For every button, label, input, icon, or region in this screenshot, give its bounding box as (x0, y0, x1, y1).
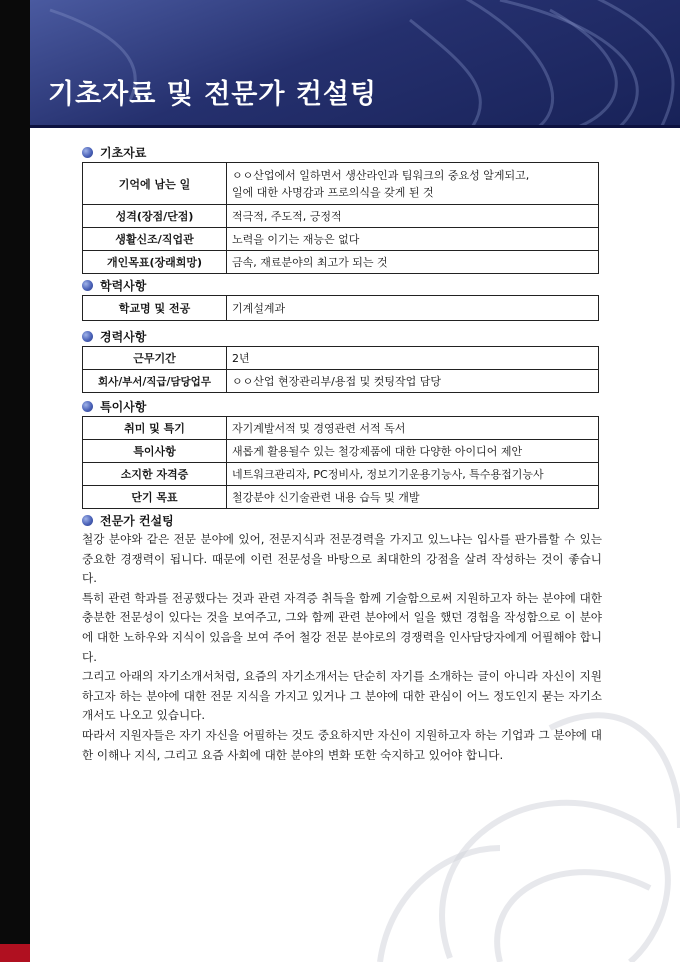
section-heading-education: 학력사항 (82, 276, 602, 295)
table-label: 특이사항 (83, 440, 227, 463)
header-divider (30, 125, 680, 128)
special-table (82, 416, 599, 509)
table-value: 2년 (227, 347, 599, 370)
table-value: 금속, 재료분야의 최고가 되는 것 (227, 251, 599, 274)
table-label: 학교명 및 전공 (83, 296, 227, 321)
table-label: 생활신조/직업관 (83, 228, 227, 251)
memorable-line-2: 일에 대한 사명감과 프로의식을 갖게 된 것 (232, 185, 434, 199)
table-row (83, 251, 599, 274)
header-banner (30, 0, 680, 125)
consulting-paragraph: 특히 관련 학과를 전공했다는 것과 관련 자격증 취득을 함께 기술함으로써 지원하고자 하는 분야에 대한 충분한 전문성이 있다는 것을 보여주고, 그와 함께 관련 분야에서 일을 했던 경험을 작성함으로 이 분야에 대한 노하우와 지식이 있음을 보여 주어 철강 전문 분야로의 경쟁력을 인사담당자에게 어필해야 합니다. (82, 590, 602, 664)
table-row (83, 296, 599, 321)
bullet-icon (82, 401, 93, 412)
table-value: ㅇㅇ산업 현장관리부/용접 및 컷팅작업 담당 (227, 370, 599, 393)
table-label: 단기 목표 (83, 486, 227, 509)
section-heading-special: 특이사항 (82, 397, 602, 416)
table-row (83, 347, 599, 370)
table-row (83, 163, 599, 205)
table-label: 성격(장점/단점) (83, 205, 227, 228)
section-heading-career: 경력사항 (82, 327, 602, 346)
table-label: 소지한 자격증 (83, 463, 227, 486)
table-value: 철강분야 신기술관련 내용 습득 및 개발 (227, 486, 599, 509)
education-table (82, 295, 599, 321)
table-row (83, 370, 599, 393)
left-sidebar-accent (0, 944, 30, 962)
consulting-paragraph: 그리고 아래의 자기소개서처럼, 요즘의 자기소개서는 단순히 자기를 소개하는 글이 아니라 자신이 지원하고자 하는 분야에 대한 전문 지식을 가지고 있거나 그 분야에 대한 관심이 어느 정도인지 묻는 자기소개서도 나오고 있습니다. (82, 669, 602, 723)
table-value: 노력을 이기는 재능은 없다 (227, 228, 599, 251)
table-label: 근무기간 (83, 347, 227, 370)
career-table (82, 346, 599, 393)
table-label: 기억에 남는 일 (83, 163, 227, 205)
bullet-icon (82, 515, 93, 526)
table-label: 개인목표(장래희망) (83, 251, 227, 274)
section-heading-basic: 기초자료 (82, 143, 602, 162)
table-label: 취미 및 특기 (83, 417, 227, 440)
table-row (83, 463, 599, 486)
section-heading-consulting: 전문가 컨설팅 (82, 511, 602, 530)
bullet-icon (82, 331, 93, 342)
table-value: 적극적, 주도적, 긍정적 (227, 205, 599, 228)
consulting-paragraph: 따라서 지원자들은 자기 자신을 어필하는 것도 중요하지만 자신이 지원하고자 하는 기업과 그 분야에 대한 이해나 지식, 그리고 요즘 사회에 대한 분야의 변화 또한 숙지하고 있어야 합니다. (82, 727, 602, 762)
table-label: 회사/부서/직급/담당업무 (83, 370, 227, 393)
table-row (83, 417, 599, 440)
table-row (83, 440, 599, 463)
table-value: 자기계발서적 및 경영관련 서적 독서 (227, 417, 599, 440)
consulting-paragraph: 철강 분야와 같은 전문 분야에 있어, 전문지식과 전문경력을 가지고 있느냐는 입사를 판가름할 수 있는 중요한 경쟁력이 됩니다. 때문에 이런 전문성을 바탕으로 최대한의 강점을 살려 작성하는 것이 좋습니다. (82, 532, 602, 586)
page-title: 기초자료 및 전문가 컨설팅 (48, 79, 378, 110)
content-area (82, 143, 602, 765)
memorable-line-1: ㅇㅇ산업에서 일하면서 생산라인과 팀워크의 중요성 알게되고, (232, 168, 530, 182)
bullet-icon (82, 147, 93, 158)
table-row (83, 486, 599, 509)
table-value: 기계설계과 (227, 296, 599, 321)
table-row (83, 205, 599, 228)
bullet-icon (82, 280, 93, 291)
left-sidebar-bar (0, 0, 30, 962)
basic-info-table (82, 162, 599, 274)
table-value: 새롭게 활용될수 있는 철강제품에 대한 다양한 아이디어 제안 (227, 440, 599, 463)
table-value: 네트워크관리자, PC정비사, 정보기기운용기능사, 특수용접기능사 (227, 463, 599, 486)
table-row (83, 228, 599, 251)
table-value (227, 163, 599, 205)
